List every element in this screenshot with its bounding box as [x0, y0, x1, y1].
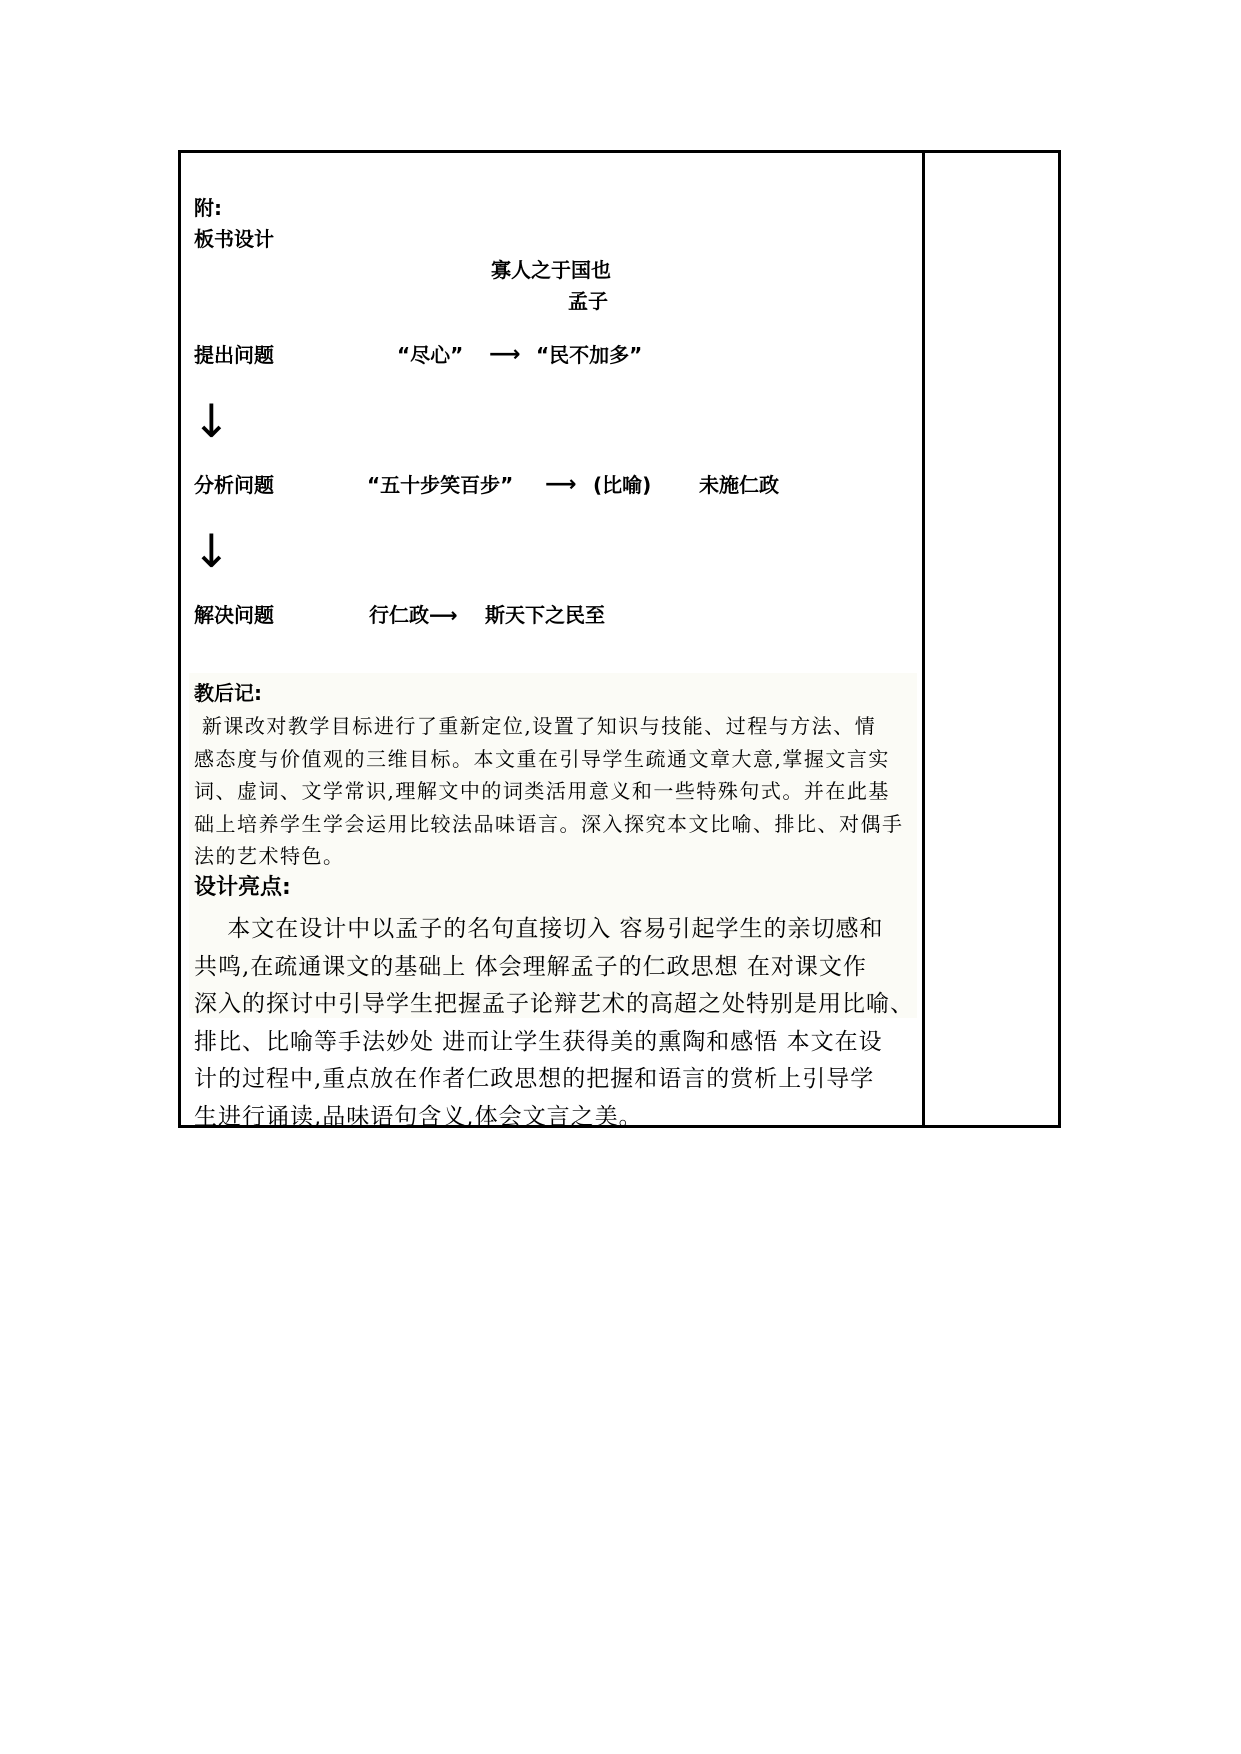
row2-term-1: “五十步笑百步” [367, 473, 514, 497]
lesson-author: 孟子 [568, 289, 608, 313]
highlights-line: 深入的探讨中引导学生把握孟子论辩艺术的高超之处特别是用比喻、 [194, 991, 914, 1017]
row-label-raise-question: 提出问题 [194, 343, 274, 367]
reflection-heading: 教后记: [194, 681, 262, 705]
reflection-line: 法的艺术特色。 [194, 844, 345, 868]
highlights-line: 共鸣,在疏通课文的基础上 体会理解孟子的仁政思想 在对课文作 [194, 953, 867, 980]
row-label-analyze-question: 分析问题 [194, 473, 274, 497]
row2-term-3: 未施仁政 [699, 473, 779, 497]
reflection-line: 新课改对教学目标进行了重新定位,设置了知识与技能、过程与方法、情 [194, 714, 877, 738]
down-arrow-icon: ↓ [192, 394, 231, 448]
board-design-label: 板书设计 [194, 227, 274, 251]
reflection-line: 感态度与价值观的三维目标。本文重在引导学生疏通文章大意,掌握文言实 [194, 746, 890, 771]
right-arrow-icon: ⟶ [545, 472, 577, 497]
highlights-line: 生进行诵读,品味语句含义,体会文言之美。 [194, 1103, 643, 1130]
highlights-line: 排比、比喻等手法妙处 进而让学生获得美的熏陶和感悟 本文在设 [194, 1028, 883, 1055]
row3-term-1: 行仁政⟶ [369, 603, 458, 627]
reflection-paragraph [194, 710, 904, 873]
highlights-line: 计的过程中,重点放在作者仁政思想的把握和语言的赏析上引导学 [194, 1066, 875, 1092]
row3-term-2: 斯天下之民至 [485, 603, 605, 627]
highlights-line: 本文在设计中以孟子的名句直接切入 容易引起学生的亲切感和 [194, 916, 884, 942]
down-arrow-icon: ↓ [192, 524, 231, 578]
right-arrow-icon: ⟶ [489, 342, 521, 367]
lesson-title: 寡人之于国也 [491, 258, 611, 282]
row2-term-2: (比喻) [593, 473, 652, 497]
reflection-line: 础上培养学生学会运用比较法品味语言。深入探究本文比喻、排比、对偶手 [194, 811, 904, 836]
row1-term-1: “尽心” [397, 343, 464, 367]
column-divider [922, 153, 925, 1125]
highlights-paragraph [194, 911, 914, 1136]
row1-term-2: “民不加多” [536, 343, 643, 367]
appendix-label: 附: [194, 196, 222, 220]
reflection-line: 词、虚词、文学常识,理解文中的词类活用意义和一些特殊句式。并在此基 [194, 779, 890, 803]
lesson-table [178, 150, 1061, 1128]
highlights-heading: 设计亮点: [194, 875, 291, 900]
row-label-solve-question: 解决问题 [194, 603, 274, 627]
content-cell [181, 153, 922, 1130]
